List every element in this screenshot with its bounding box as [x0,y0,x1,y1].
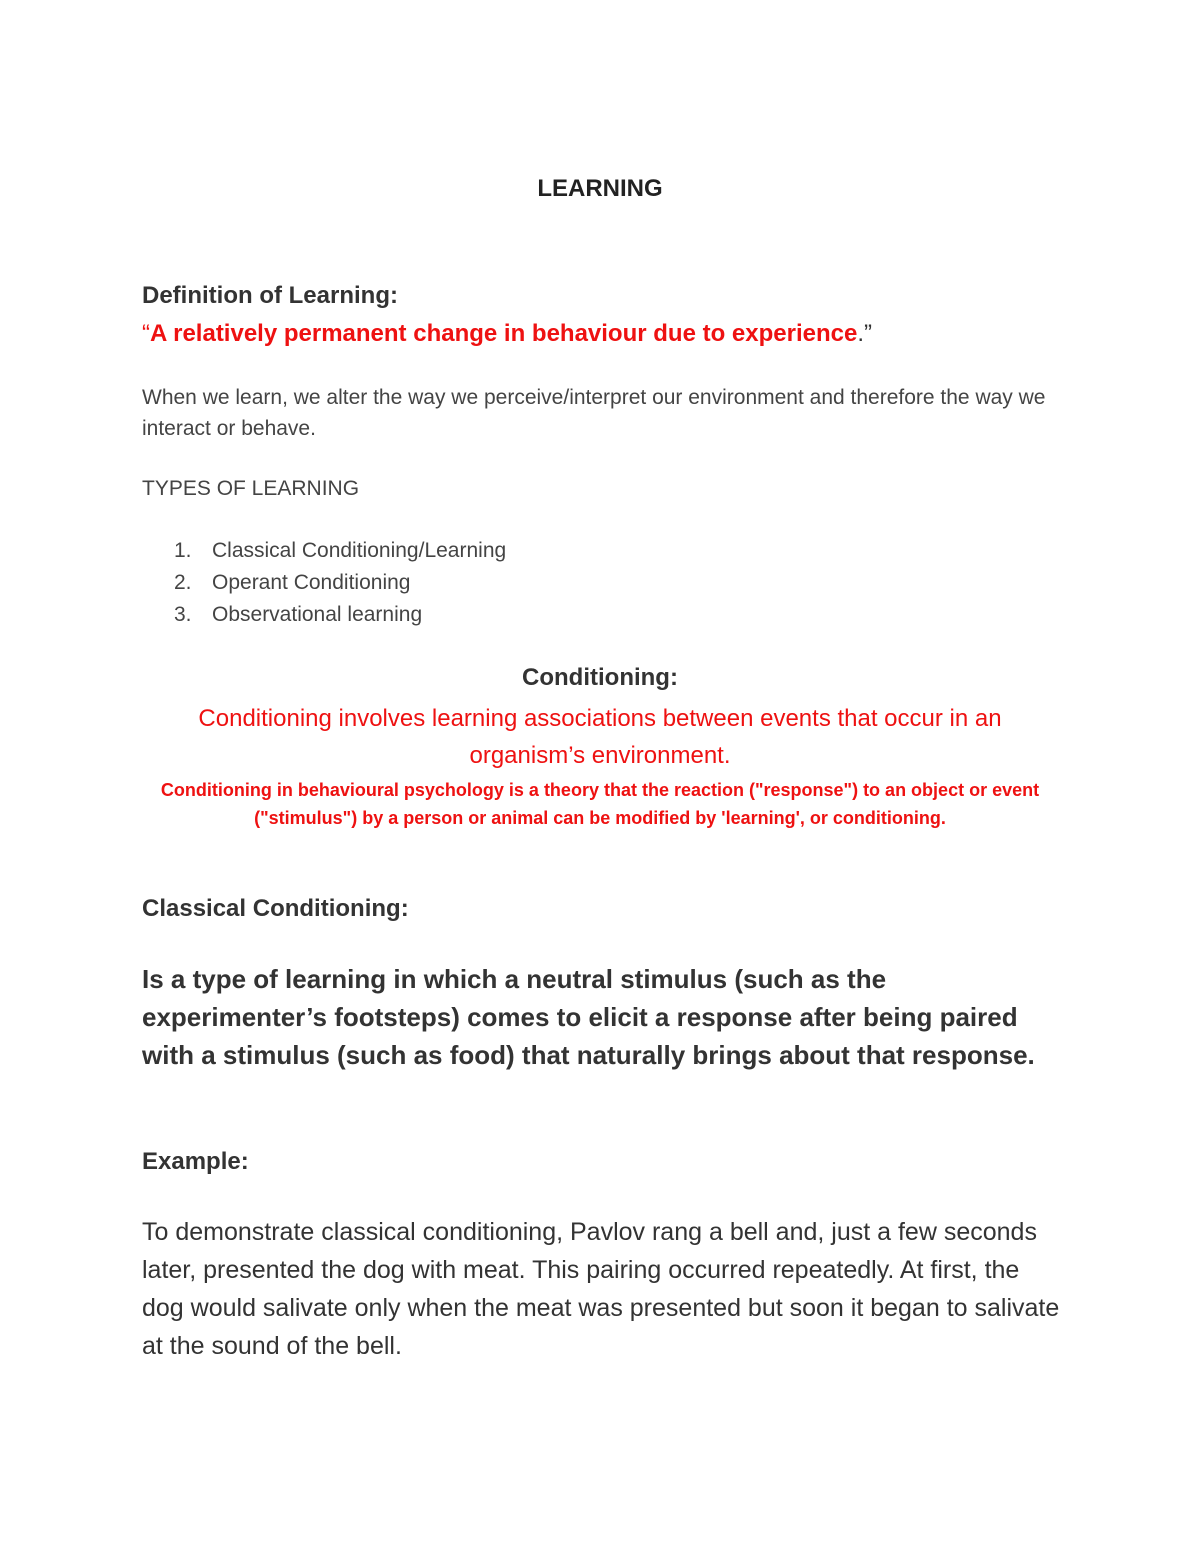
definition-heading: Definition of Learning: [142,282,398,309]
list-number: 1. [174,539,192,562]
list-label: Operant Conditioning [212,571,411,594]
quote-close-mark: .” [857,320,873,347]
quote-open-mark: “ [142,320,150,347]
definition-quote-text: A relatively permanent change in behaviour due to experience [150,320,858,347]
conditioning-heading: Conditioning: [522,664,678,691]
intro-paragraph: When we learn, we alter the way we perceive/interpret our environment and therefore the way we interact or behave. [142,386,1046,440]
list-label: Classical Conditioning/Learning [212,539,507,562]
list-number: 2. [174,571,192,594]
conditioning-definition: Conditioning involves learning associations between events that occur in an organism’s environment. [198,705,1002,769]
conditioning-detail: Conditioning in behavioural psychology is a theory that the reaction ("response") to an object or event ("stimulus") by a person or animal can be modified by 'learning', or conditioning. [160,780,1040,828]
definition-quote [142,320,872,348]
example-heading: Example: [142,1148,249,1175]
classical-conditioning-heading: Classical Conditioning: [142,895,409,922]
page-title: LEARNING [537,175,663,202]
example-text: To demonstrate classical conditioning, Pavlov rang a bell and, just a few seconds later, presented the dog with meat. This pairing occurred repeatedly. At first, the dog would salivate only when the meat was presented but soon it began to salivate at the sound of the bell. [142,1218,1060,1360]
classical-conditioning-definition: Is a type of learning in which a neutral stimulus (such as the experimenter’s footsteps) comes to elicit a response after being paired with a stimulus (such as food) that naturally brings about that response. [142,964,1035,1070]
list-label: Observational learning [212,603,423,626]
types-heading: TYPES OF LEARNING [142,477,360,500]
list-number: 3. [174,603,192,626]
